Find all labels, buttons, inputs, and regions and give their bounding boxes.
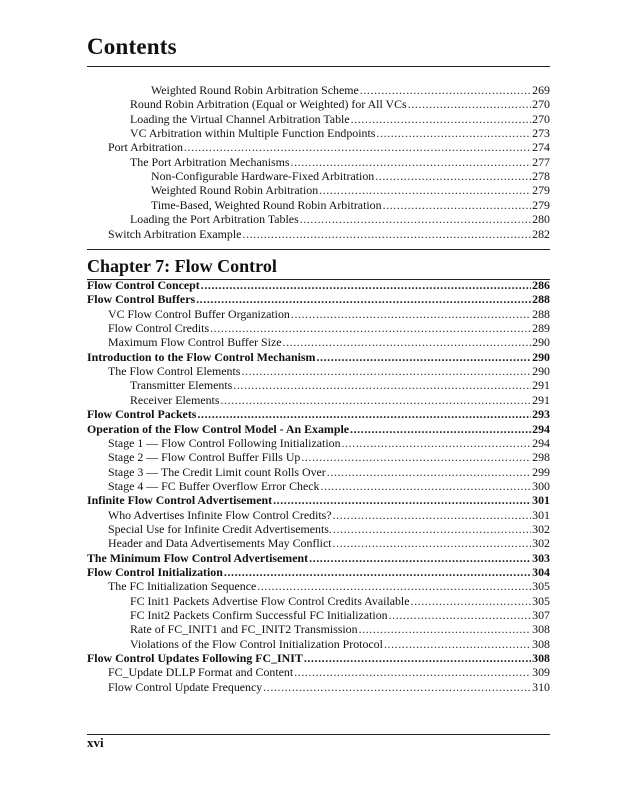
toc-entry[interactable] xyxy=(87,422,550,436)
toc-entry[interactable] xyxy=(130,378,550,392)
toc-entry-title: Introduction to the Flow Control Mechanism xyxy=(87,349,316,364)
toc-entry-page: 301 xyxy=(532,507,550,522)
toc-entry-page: 304 xyxy=(532,565,550,579)
toc-entry-title: Special Use for Infinite Credit Advertisements. xyxy=(108,521,332,536)
toc-dot-leader xyxy=(273,493,531,507)
toc-entry-page: 291 xyxy=(532,392,550,407)
toc-dot-leader xyxy=(210,321,531,335)
toc-dot-leader xyxy=(233,378,531,392)
toc-entry-page: 269 xyxy=(532,83,550,97)
toc-dot-leader xyxy=(300,212,531,226)
toc-entry[interactable] xyxy=(108,450,550,464)
toc-entry[interactable] xyxy=(87,278,550,292)
toc-entry-title: Stage 2 — Flow Control Buffer Fills Up xyxy=(108,450,301,465)
toc-entry[interactable] xyxy=(108,307,550,321)
toc-entry-title: Receiver Elements xyxy=(130,392,220,407)
toc-entry-page: 270 xyxy=(532,97,550,112)
toc-dot-leader xyxy=(383,198,532,212)
toc-entry[interactable] xyxy=(130,637,550,651)
toc-entry[interactable] xyxy=(87,292,550,306)
toc-entry-title: Non-Configurable Hardware-Fixed Arbitration xyxy=(151,169,375,184)
toc-entry-title: Flow Control Updates Following FC_INIT xyxy=(87,651,303,666)
toc-entry[interactable] xyxy=(108,227,550,241)
toc-entry-title: Who Advertises Infinite Flow Control Credits? xyxy=(108,507,332,522)
toc-entry-page: 308 xyxy=(532,636,550,651)
toc-dot-leader xyxy=(304,651,531,665)
toc-entry-page: 291 xyxy=(532,378,550,393)
toc-entry[interactable] xyxy=(108,522,550,536)
toc-entry[interactable] xyxy=(108,508,550,522)
header-rule xyxy=(87,66,550,67)
toc-entry[interactable] xyxy=(151,169,550,183)
toc-dot-leader xyxy=(291,155,532,169)
toc-entry-page: 303 xyxy=(532,550,550,565)
toc-dot-leader xyxy=(301,450,531,464)
toc-entry[interactable] xyxy=(130,112,550,126)
toc-entry-title: Weighted Round Robin Arbitration xyxy=(151,183,319,198)
toc-entry-page: 305 xyxy=(532,579,550,594)
toc-entry-title: Stage 3 — The Credit Limit count Rolls Over xyxy=(108,464,326,479)
toc-entry-title: Stage 1 — Flow Control Following Initialization xyxy=(108,435,341,450)
toc-entry[interactable] xyxy=(130,155,550,169)
toc-entry-page: 278 xyxy=(532,169,550,184)
toc-dot-leader xyxy=(376,126,531,140)
toc-dot-leader xyxy=(224,565,531,579)
toc-entry-title: FC Init2 Packets Confirm Successful FC Initialization xyxy=(130,608,388,623)
toc-entry[interactable] xyxy=(151,83,550,97)
toc-dot-leader xyxy=(283,335,532,349)
toc-entry-page: 279 xyxy=(532,197,550,212)
toc-entry[interactable] xyxy=(108,364,550,378)
chapter-heading: Chapter 7: Flow Control xyxy=(87,256,277,276)
toc-entry-title: The FC Initialization Sequence xyxy=(108,579,257,594)
toc-entry[interactable] xyxy=(87,407,550,421)
toc-entry[interactable] xyxy=(130,212,550,226)
toc-dot-leader xyxy=(184,140,531,154)
toc-entry-page: 298 xyxy=(532,450,550,465)
toc-entry[interactable] xyxy=(151,198,550,212)
toc-entry-title: Rate of FC_INIT1 and FC_INIT2 Transmission xyxy=(130,622,358,637)
toc-dot-leader xyxy=(333,508,532,522)
toc-dot-leader xyxy=(411,594,532,608)
toc-entry[interactable] xyxy=(87,493,550,507)
toc-entry-title: Loading the Port Arbitration Tables xyxy=(130,212,299,227)
toc-entry[interactable] xyxy=(87,565,550,579)
toc-dot-leader xyxy=(384,637,531,651)
toc-entry[interactable] xyxy=(130,97,550,111)
toc-entry-page: 286 xyxy=(532,278,550,292)
toc-entry-title: Transmitter Elements xyxy=(130,378,233,393)
toc-entry-title: Port Arbitration xyxy=(108,140,183,155)
toc-entry-title: The Port Arbitration Mechanisms xyxy=(130,154,290,169)
toc-entry[interactable] xyxy=(130,126,550,140)
toc-entry[interactable] xyxy=(108,579,550,593)
toc-entry[interactable] xyxy=(87,551,550,565)
toc-entry-page: 308 xyxy=(532,651,550,666)
toc-entry-title: Round Robin Arbitration (Equal or Weighted) for All VCs xyxy=(130,97,407,112)
toc-entry-page: 301 xyxy=(532,493,550,508)
toc-dot-leader xyxy=(220,393,531,407)
toc-entry-title: Flow Control Update Frequency xyxy=(108,679,263,694)
toc-entry-page: 273 xyxy=(532,126,550,141)
toc-entry-title: Header and Data Advertisements May Conflict xyxy=(108,536,332,551)
toc-entry-title: VC Arbitration within Multiple Function Endpoints xyxy=(130,126,376,141)
toc-entry[interactable] xyxy=(108,536,550,550)
toc-entry-page: 294 xyxy=(532,421,550,436)
toc-entry-title: Switch Arbitration Example xyxy=(108,226,242,241)
toc-dot-leader xyxy=(242,227,531,241)
toc-dot-leader xyxy=(333,522,531,536)
toc-entry[interactable] xyxy=(87,651,550,665)
toc-dot-leader xyxy=(359,622,532,636)
toc-dot-leader xyxy=(241,364,531,378)
toc-entry-page: 299 xyxy=(532,464,550,479)
toc-entry-title: Flow Control Buffers xyxy=(87,292,196,307)
toc-entry-page: 290 xyxy=(532,364,550,379)
toc-entry-page: 288 xyxy=(532,306,550,321)
toc-dot-leader xyxy=(375,169,531,183)
toc-entry-page: 289 xyxy=(532,321,550,336)
toc-dot-leader xyxy=(327,465,531,479)
toc-entry-page: 309 xyxy=(532,665,550,680)
toc-entry[interactable] xyxy=(108,680,550,694)
toc-entry-title: Operation of the Flow Control Model - An Example xyxy=(87,421,350,436)
toc-dot-leader xyxy=(197,407,531,421)
toc-dot-leader xyxy=(320,479,531,493)
toc-entry-title: VC Flow Control Buffer Organization xyxy=(108,306,290,321)
toc-dot-leader xyxy=(333,536,532,550)
page-number-folio: xvi xyxy=(87,735,104,750)
toc-entry-title: Maximum Flow Control Buffer Size xyxy=(108,335,282,350)
toc-entry-page: 310 xyxy=(532,679,550,694)
toc-entry-page: 277 xyxy=(532,154,550,169)
toc-entry[interactable] xyxy=(87,350,550,364)
toc-dot-leader xyxy=(408,97,531,111)
toc-entry[interactable] xyxy=(108,140,550,154)
toc-entry-title: Weighted Round Robin Arbitration Scheme xyxy=(151,83,359,97)
toc-entry-title: The Minimum Flow Control Advertisement xyxy=(87,550,309,565)
toc-entry-page: 302 xyxy=(532,536,550,551)
toc-entry-page: 288 xyxy=(532,292,550,307)
toc-entry-page: 282 xyxy=(532,226,550,241)
toc-dot-leader xyxy=(201,278,531,292)
toc-dot-leader xyxy=(291,307,531,321)
toc-entry-title: Flow Control Credits xyxy=(108,321,210,336)
toc-entry[interactable] xyxy=(108,335,550,349)
toc-entry[interactable] xyxy=(130,594,550,608)
toc-entry-title: Violations of the Flow Control Initialization Protocol xyxy=(130,636,383,651)
toc-entry-title: Infinite Flow Control Advertisement xyxy=(87,493,273,508)
toc-dot-leader xyxy=(319,183,531,197)
toc-entry-page: 307 xyxy=(532,608,550,623)
toc-entry-title: Loading the Virtual Channel Arbitration Table xyxy=(130,111,350,126)
toc-entry[interactable] xyxy=(108,479,550,493)
footer-rule xyxy=(87,734,550,735)
toc-dot-leader xyxy=(389,608,532,622)
toc-dot-leader xyxy=(350,422,531,436)
toc-entry-page: 293 xyxy=(532,407,550,422)
toc-dot-leader xyxy=(257,579,531,593)
toc-entry[interactable] xyxy=(108,321,550,335)
toc-entry-page: 270 xyxy=(532,111,550,126)
toc-entry-page: 302 xyxy=(532,521,550,536)
toc-dot-leader xyxy=(342,436,532,450)
toc-entry-page: 290 xyxy=(532,349,550,364)
toc-entry-title: Flow Control Initialization xyxy=(87,565,223,579)
section-divider xyxy=(87,249,550,250)
toc-dot-leader xyxy=(263,680,531,694)
toc-entry[interactable] xyxy=(108,465,550,479)
toc-entry-title: Flow Control Packets xyxy=(87,407,197,422)
toc-entry[interactable] xyxy=(130,622,550,636)
toc-entry-title: FC_Update DLLP Format and Content xyxy=(108,665,294,680)
toc-dot-leader xyxy=(316,350,531,364)
toc-dot-leader xyxy=(309,551,531,565)
toc-dot-leader xyxy=(294,665,531,679)
toc-entry[interactable] xyxy=(108,665,550,679)
toc-entry[interactable] xyxy=(151,183,550,197)
toc-dot-leader xyxy=(351,112,532,126)
toc-entry-page: 305 xyxy=(532,593,550,608)
toc-entry-title: The Flow Control Elements xyxy=(108,364,241,379)
toc-entry[interactable] xyxy=(108,436,550,450)
toc-entry[interactable] xyxy=(130,393,550,407)
toc-entry-page: 274 xyxy=(532,140,550,155)
toc-entry-title: FC Init1 Packets Advertise Flow Control Credits Available xyxy=(130,593,410,608)
toc-entry-page: 308 xyxy=(532,622,550,637)
toc-entry-page: 279 xyxy=(532,183,550,198)
toc-dot-leader xyxy=(196,292,531,306)
toc-entry[interactable] xyxy=(130,608,550,622)
toc-entry-page: 300 xyxy=(532,478,550,493)
toc-entry-title: Stage 4 — FC Buffer Overflow Error Check xyxy=(108,478,320,493)
toc-entry-page: 290 xyxy=(532,335,550,350)
toc-entry-title: Flow Control Concept xyxy=(87,278,200,292)
toc-entry-title: Time-Based, Weighted Round Robin Arbitration xyxy=(151,197,382,212)
page-title: Contents xyxy=(87,34,177,59)
toc-entry-page: 294 xyxy=(532,435,550,450)
toc-entry-page: 280 xyxy=(532,212,550,227)
toc-dot-leader xyxy=(360,83,531,97)
